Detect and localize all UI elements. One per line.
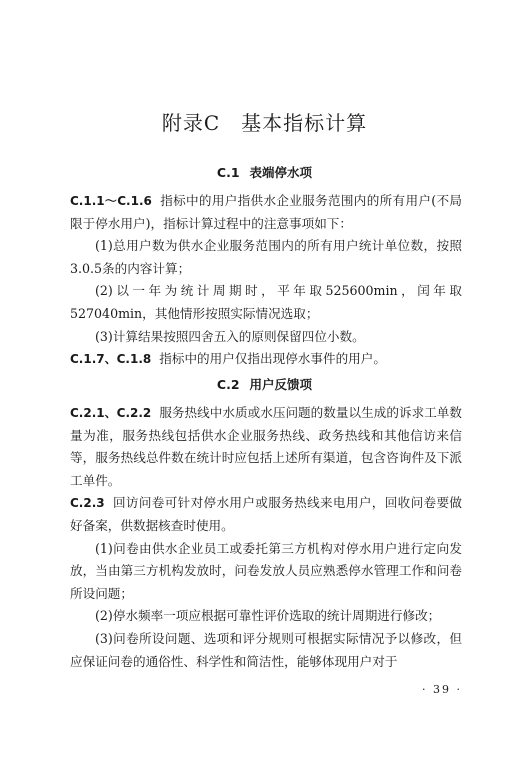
list-paragraph: (3)计算结果按照四舍五入的原则保留四位小数。 [95,328,365,344]
section-heading: 表端停水项 [249,165,313,180]
section-body-c1 [70,190,462,371]
page-number: · 39 · [422,683,462,696]
section-body-c2 [70,402,462,673]
list-paragraph: (1)总用户数为供水企业服务范围内的所有用户统计单位数，按照3.0.5条的内容计算； [70,238,462,276]
list-paragraph: (1)问卷由供水企业员工或委托第三方机构对停水用户进行定向发放，当由第三方机构发放时，问卷发放人员应熟悉停水管理工作和问卷所设问题； [70,540,462,601]
section-heading: 用户反馈项 [249,377,313,392]
clause-number: C.1.1～C.1.6 [70,194,152,208]
clause-paragraph [70,492,462,537]
section-title-c2 [0,375,529,393]
clause-text: 指标中的用户仅指出现停水事件的用户。 [159,351,386,367]
clause-paragraph [70,348,462,371]
section-number: C.1 [216,165,240,180]
section-title-c1 [0,163,529,181]
clause-paragraph [70,190,462,235]
clause-text: 回访问卷可针对停水用户或服务热线来电用户，回收问卷要做好备案，供数据核查时使用。 [70,495,462,533]
list-paragraph: (3)问卷所设问题、选项和评分规则可根据实际情况予以修改，但应保证问卷的通俗性、科学性和简洁性，能够体现用户对于 [70,630,462,669]
clause-text: 指标中的用户指供水企业服务范围内的所有用户(不局限于停水用户)，指标计算过程中的注意事项如下： [70,193,462,231]
clause-paragraph [70,402,462,492]
clause-number: C.2.1、C.2.2 [70,406,152,420]
list-paragraph: (2)以一年为统计周期时，平年取525600min，闰年取527040min，其他情形按照实际情况选取； [70,283,462,321]
list-paragraph: (2)停水频率一项应根据可靠性评价选取的统计周期进行修改； [95,608,441,624]
section-number: C.2 [216,377,240,392]
clause-number: C.1.7、C.1.8 [70,352,152,367]
clause-text: 服务热线中水质或水压问题的数量以生成的诉求工单数量为准，服务热线包括供水企业服务热线、政务热线和其他信访来信等，服务热线总件数在统计时应包括上述所有渠道，包含咨询件及下派工单件。 [70,405,463,488]
clause-number: C.2.3 [70,496,105,511]
appendix-title: 附录C 基本指标计算 [161,111,368,135]
